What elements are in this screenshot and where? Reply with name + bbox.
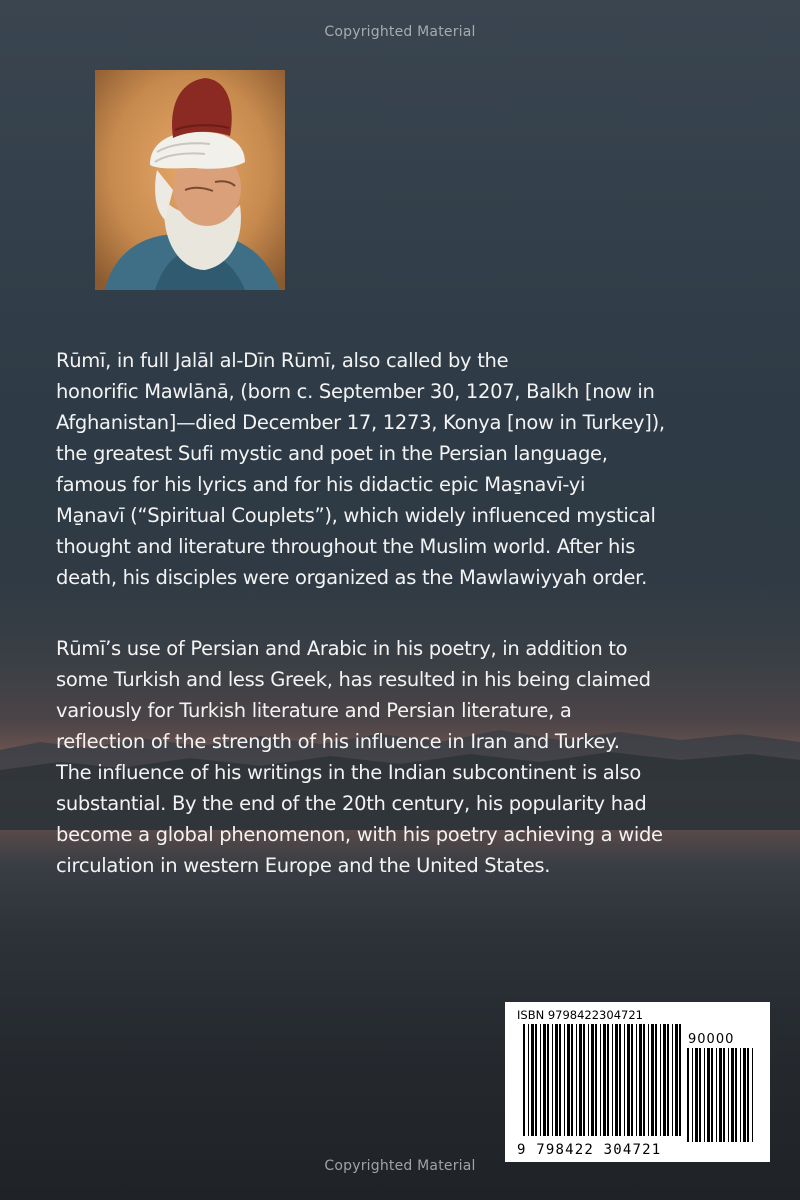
barcode-digits: 9 798422 304721 — [517, 1142, 662, 1158]
price-barcode-bars — [687, 1048, 757, 1142]
barcode-bar — [600, 1024, 601, 1136]
barcode-bar — [707, 1048, 710, 1142]
portrait-of-rumi-icon — [95, 70, 285, 290]
paragraph-text: Rūmī’s use of Persian and Arabic in his poetry, in addition to some Turkish and less Greek, has resulted in his being claimed variously for Turkish literature and Persian literature, a reflection of the strength of his influence in Iran and Turkey. The influence of his writings in the Indian subcontinent is also substantial. By the end of the 20th century, his popularity had become a global phenomenon, with his poetry achieving a wide circulation in western Europe and the United States. — [56, 637, 663, 877]
author-portrait — [95, 70, 285, 290]
barcode-bar — [552, 1024, 553, 1136]
barcode-bar — [752, 1048, 753, 1142]
barcode-bar — [643, 1024, 645, 1136]
copyright-watermark-bottom: Copyrighted Material — [324, 1158, 476, 1174]
barcode-bar — [639, 1024, 642, 1136]
barcode-bar — [655, 1024, 657, 1136]
barcode-bar — [651, 1024, 654, 1136]
barcode-bar — [571, 1024, 573, 1136]
barcode-bar — [583, 1024, 585, 1136]
barcode-bars — [523, 1024, 683, 1136]
barcode-bar — [555, 1024, 558, 1136]
barcode-bar — [636, 1024, 637, 1136]
barcode-bar — [695, 1048, 698, 1142]
barcode-bar — [627, 1024, 630, 1136]
barcode-bar — [579, 1024, 582, 1136]
barcode-bar — [711, 1048, 713, 1142]
barcode-bar — [667, 1024, 669, 1136]
barcode-bar — [595, 1024, 597, 1136]
barcode-bar — [692, 1048, 693, 1142]
barcode-bar — [603, 1024, 606, 1136]
barcode-bar — [731, 1048, 734, 1142]
isbn-barcode — [505, 1002, 770, 1162]
barcode-bar — [663, 1024, 666, 1136]
barcode-bar — [591, 1024, 594, 1136]
barcode-bar — [740, 1048, 741, 1142]
barcode-bar — [723, 1048, 725, 1142]
isbn-label: ISBN 9798422304721 — [517, 1008, 643, 1022]
barcode-bar — [619, 1024, 621, 1136]
barcode-bar — [523, 1024, 525, 1136]
barcode-bar — [672, 1024, 673, 1136]
barcode-bar — [528, 1024, 529, 1136]
barcode-bar — [716, 1048, 717, 1142]
paragraph-text: Rūmī, in full Jalāl al-Dīn Rūmī, also called by the honorific Mawlānā, (born c. September 30, 1207, Balkh [now in Afghanistan]—died December 17, 1273, Konya [now in Turkey]), the greatest Sufi mystic and poet in the Persian language, famous for his lyrics and for his didactic epic Mas̱navī-yi Ma̱navī (“Spiritual Couplets”), which widely influenced mystical thought and literature throughout the Muslim world. After his death, his disciples were organized as the Mawlawiyyah order. — [56, 349, 665, 589]
barcode-bar — [564, 1024, 565, 1136]
barcode-bar — [728, 1048, 729, 1142]
barcode-bar — [648, 1024, 649, 1136]
barcode-bar — [735, 1048, 737, 1142]
barcode-bar — [531, 1024, 534, 1136]
barcode-bar — [687, 1048, 689, 1142]
barcode-bar — [660, 1024, 661, 1136]
barcode-bar — [588, 1024, 589, 1136]
barcode-bar — [631, 1024, 633, 1136]
barcode-bar — [719, 1048, 722, 1142]
price-code: 90000 — [688, 1032, 735, 1047]
description-paragraph-2 — [56, 633, 756, 881]
barcode-bar — [612, 1024, 613, 1136]
barcode-bar — [540, 1024, 541, 1136]
barcode-bar — [679, 1024, 681, 1136]
barcode-bar — [576, 1024, 577, 1136]
description-paragraph-1 — [56, 345, 756, 593]
barcode-bar — [624, 1024, 625, 1136]
barcode-bar — [699, 1048, 701, 1142]
barcode-bar — [615, 1024, 618, 1136]
barcode-bar — [543, 1024, 546, 1136]
barcode-bar — [675, 1024, 678, 1136]
copyright-watermark-top: Copyrighted Material — [324, 24, 476, 40]
barcode-bar — [567, 1024, 570, 1136]
barcode-bar — [559, 1024, 561, 1136]
barcode-bar — [704, 1048, 705, 1142]
barcode-bar — [747, 1048, 749, 1142]
barcode-bar — [607, 1024, 609, 1136]
barcode-bar — [547, 1024, 549, 1136]
barcode-bar — [535, 1024, 537, 1136]
barcode-bar — [743, 1048, 746, 1142]
